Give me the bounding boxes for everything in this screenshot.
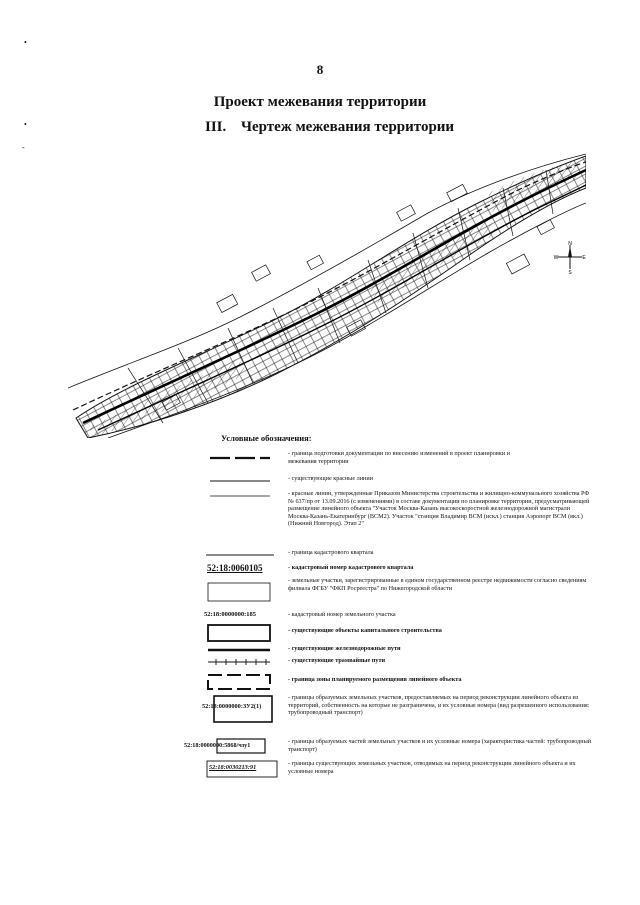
survey-map bbox=[68, 148, 586, 438]
compass-s: S bbox=[568, 270, 572, 274]
legend-text: - красные линии, утвержденные Приказом Министерства строительства и жилищно-коммунального хозяйства РФ № 637/пр от 13.09.2016 (с изменениями) в составе документации по планировке территории, предусматривающей размещение линейного объекта "Участок Москва-Казань высокоскоростной железнодорожной магистрали Москва-Казань-Екатеринбург (ВСМ2). Участок "станция Владимир ВСМ (искл.) станция Аэропорт ВСМ (вкл.) (Нижний Новгород). Этап 2" bbox=[288, 490, 590, 528]
red-line-symbol bbox=[196, 475, 284, 491]
legend-text: - граница зоны планируемого размещения линейного объекта bbox=[288, 676, 462, 683]
new-plot-label: 52:18:0000000:ЗУ2(1) bbox=[202, 703, 262, 710]
compass-n: N bbox=[568, 241, 572, 247]
existing-plot-symbol bbox=[206, 760, 278, 778]
dash-boundary-symbol bbox=[196, 450, 284, 466]
legend-text: - существующие железнодорожные пути bbox=[288, 645, 401, 652]
cadastral-quarter-label: 52:18:0060105 bbox=[207, 563, 263, 573]
legend-text: - границы существующих земельных участков, отводимых на период реконструкции линейного объекта и их условные номера bbox=[288, 760, 576, 775]
legend-title: Условные обозначения: bbox=[221, 433, 312, 443]
margin-mark: - bbox=[22, 143, 25, 152]
legend-text: - существующие трамвайные пути bbox=[288, 657, 386, 664]
building-symbol bbox=[196, 623, 284, 643]
planning-zone-symbol bbox=[196, 672, 284, 692]
compass-w: W bbox=[553, 255, 559, 261]
margin-mark: • bbox=[24, 38, 27, 47]
tramway-symbol bbox=[196, 657, 284, 673]
section-number: III. bbox=[205, 119, 227, 135]
plot-part-label: 52:18:0000000:5868/чзу1 bbox=[184, 742, 251, 749]
page-title: Проект межевания территории bbox=[213, 94, 427, 110]
existing-plot-label: 52:18:0030213:91 bbox=[209, 764, 257, 771]
new-plot-symbol bbox=[194, 694, 282, 724]
plot-part-symbol bbox=[216, 738, 266, 754]
legend-text: - существующие красные линии bbox=[288, 475, 373, 482]
legend-text: - границы образуемых частей земельных участков и их условные номера (характеристика частей: трубопроводный транспорт) bbox=[288, 738, 592, 753]
legend-text: - кадастровый номер земельного участка bbox=[288, 611, 396, 618]
legend-text: - земельные участки, зарегистрированные в едином государственном реестре недвижимости согласно сведениям филиала ФГБУ "ФКП Росреестра" по Нижегородской области bbox=[288, 577, 587, 592]
section-title: Чертеж межевания территории bbox=[241, 119, 455, 135]
section-heading bbox=[205, 119, 454, 136]
legend-text: - границы образуемых земельных участков, предоставляемых на период реконструкции линейного объекта из территорий, собственность на которые не разграничена, и их условные номера (вид разрешенного использования: трубопроводный транспорт) bbox=[288, 694, 590, 717]
legend-text: - граница подготовки документации по внесению изменений в проект планировки и межевания территории bbox=[288, 450, 510, 465]
land-plot-number-label: 52:18:0000000:185 bbox=[204, 611, 256, 618]
compass-e: E bbox=[582, 255, 586, 261]
legend-text: - существующие объекты капитального строительства bbox=[288, 627, 442, 634]
legend-text: - кадастровый номер кадастрового квартала bbox=[288, 564, 414, 571]
margin-mark: • bbox=[24, 120, 27, 129]
compass-rose-icon bbox=[553, 240, 587, 274]
land-plot-symbol bbox=[196, 581, 284, 603]
legend-text: - граница кадастрового квартала bbox=[288, 549, 374, 556]
approved-red-line-symbol bbox=[196, 490, 284, 506]
page-number: 8 bbox=[316, 62, 324, 77]
